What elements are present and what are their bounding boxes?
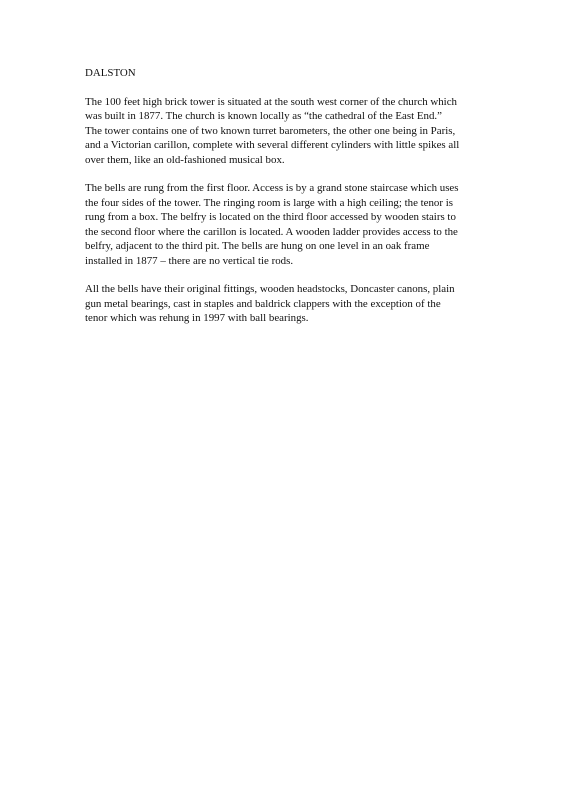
text-line: All the bells have their original fittings, wooden headstocks, Doncaster canons, plain xyxy=(85,283,455,295)
text-line: The 100 feet high brick tower is situated at the south west corner of the church which xyxy=(85,95,457,108)
text-line: The tower contains one of two known turret barometers, the other one being in Paris, xyxy=(85,124,456,137)
paragraph-ringing xyxy=(85,181,485,268)
text-line: gun metal bearings, cast in staples and baldrick clappers with the exception of the xyxy=(85,297,441,310)
text-line: installed in 1877 – there are no vertical tie rods. xyxy=(85,254,294,267)
paragraph-fittings xyxy=(85,282,485,326)
text-line: the four sides of the tower. The ringing room is large with a high ceiling; the tenor is xyxy=(85,196,453,209)
text-line: the second floor where the carillon is located. A wooden ladder provides access to the xyxy=(85,225,458,238)
text-line: tenor which was rehung in 1997 with ball bearings. xyxy=(85,312,309,324)
text-line: and a Victorian carillon, complete with several different cylinders with little spikes all xyxy=(85,139,460,151)
document-body xyxy=(85,66,485,340)
paragraph-tower xyxy=(85,95,485,168)
text-line: belfry, adjacent to the third pit. The bells are hung on one level in an oak frame xyxy=(85,240,430,252)
text-line: was built in 1877. The church is known locally as “the cathedral of the East End.” xyxy=(85,110,442,122)
text-line: rung from a box. The belfry is located on the third floor accessed by wooden stairs to xyxy=(85,211,456,223)
text-line: over them, like an old-fashioned musical box. xyxy=(85,153,285,166)
document-title: DALSTON xyxy=(85,67,136,79)
text-line: The bells are rung from the first floor. Access is by a grand stone staircase which uses xyxy=(85,182,459,194)
